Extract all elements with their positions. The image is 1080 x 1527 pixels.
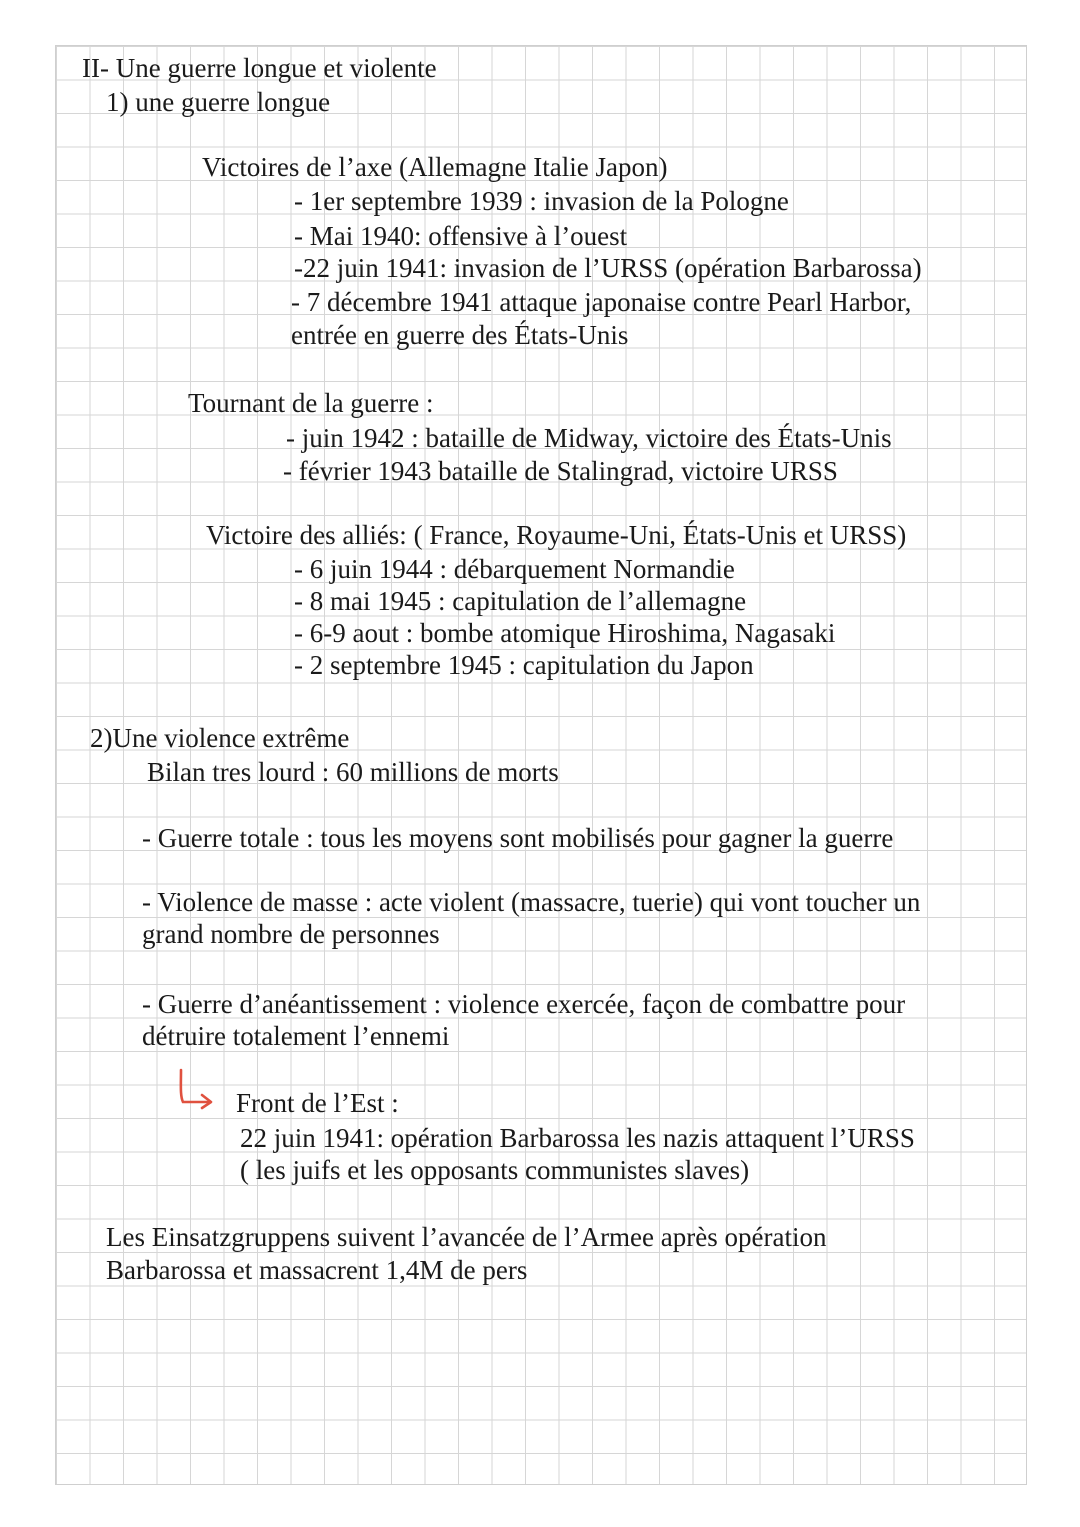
einsatz-line: Les Einsatzgruppens suivent l’avancée de l’Armee après opération bbox=[106, 1222, 827, 1252]
east-front-line: 22 juin 1941: opération Barbarossa les nazis attaquent l’URSS bbox=[240, 1123, 915, 1153]
part1-title: 1) une guerre longue bbox=[106, 87, 331, 117]
allies-item: - 8 mai 1945 : capitulation de l’allemagne bbox=[294, 586, 747, 616]
allies-item: - 6 juin 1944 : débarquement Normandie bbox=[294, 554, 735, 584]
axis-item: -22 juin 1941: invasion de l’URSS (opération Barbarossa) bbox=[294, 253, 922, 283]
east-front-heading: Front de l’Est : bbox=[236, 1088, 399, 1118]
arrow-right-icon bbox=[175, 1066, 221, 1110]
allies-item: - 2 septembre 1945 : capitulation du Japon bbox=[294, 650, 754, 680]
east-front-line: ( les juifs et les opposants communistes slaves) bbox=[240, 1155, 750, 1185]
axis-item: - 1er septembre 1939 : invasion de la Pologne bbox=[294, 186, 789, 216]
turning-item: - juin 1942 : bataille de Midway, victoire des États-Unis bbox=[286, 423, 892, 453]
einsatz-line: Barbarossa et massacrent 1,4M de pers bbox=[106, 1255, 528, 1285]
annihilation-line: - Guerre d’anéantissement : violence exercée, façon de combattre pour bbox=[142, 989, 906, 1019]
annihilation-line: détruire totalement l’ennemi bbox=[142, 1021, 450, 1051]
axis-item: entrée en guerre des États-Unis bbox=[291, 320, 629, 350]
axis-item: - 7 décembre 1941 attaque japonaise contre Pearl Harbor, bbox=[291, 287, 912, 317]
mass-violence-line: - Violence de masse : acte violent (massacre, tuerie) qui vont toucher un bbox=[142, 887, 921, 917]
turning-item: - février 1943 bataille de Stalingrad, victoire URSS bbox=[283, 456, 838, 486]
part2-title: 2)Une violence extrême bbox=[90, 723, 350, 753]
allies-heading: Victoire des alliés: ( France, Royaume-Uni, États-Unis et URSS) bbox=[206, 520, 907, 550]
mass-violence-line: grand nombre de personnes bbox=[142, 919, 440, 949]
total-war-line: - Guerre totale : tous les moyens sont mobilisés pour gagner la guerre bbox=[142, 823, 894, 853]
axis-item: - Mai 1940: offensive à l’ouest bbox=[294, 221, 628, 251]
allies-item: - 6-9 aout : bombe atomique Hiroshima, Nagasaki bbox=[294, 618, 836, 648]
section-title: II- Une guerre longue et violente bbox=[82, 53, 437, 83]
bilan-line: Bilan tres lourd : 60 millions de morts bbox=[147, 757, 559, 787]
turning-heading: Tournant de la guerre : bbox=[188, 388, 434, 418]
axis-heading: Victoires de l’axe (Allemagne Italie Japon) bbox=[202, 152, 668, 182]
